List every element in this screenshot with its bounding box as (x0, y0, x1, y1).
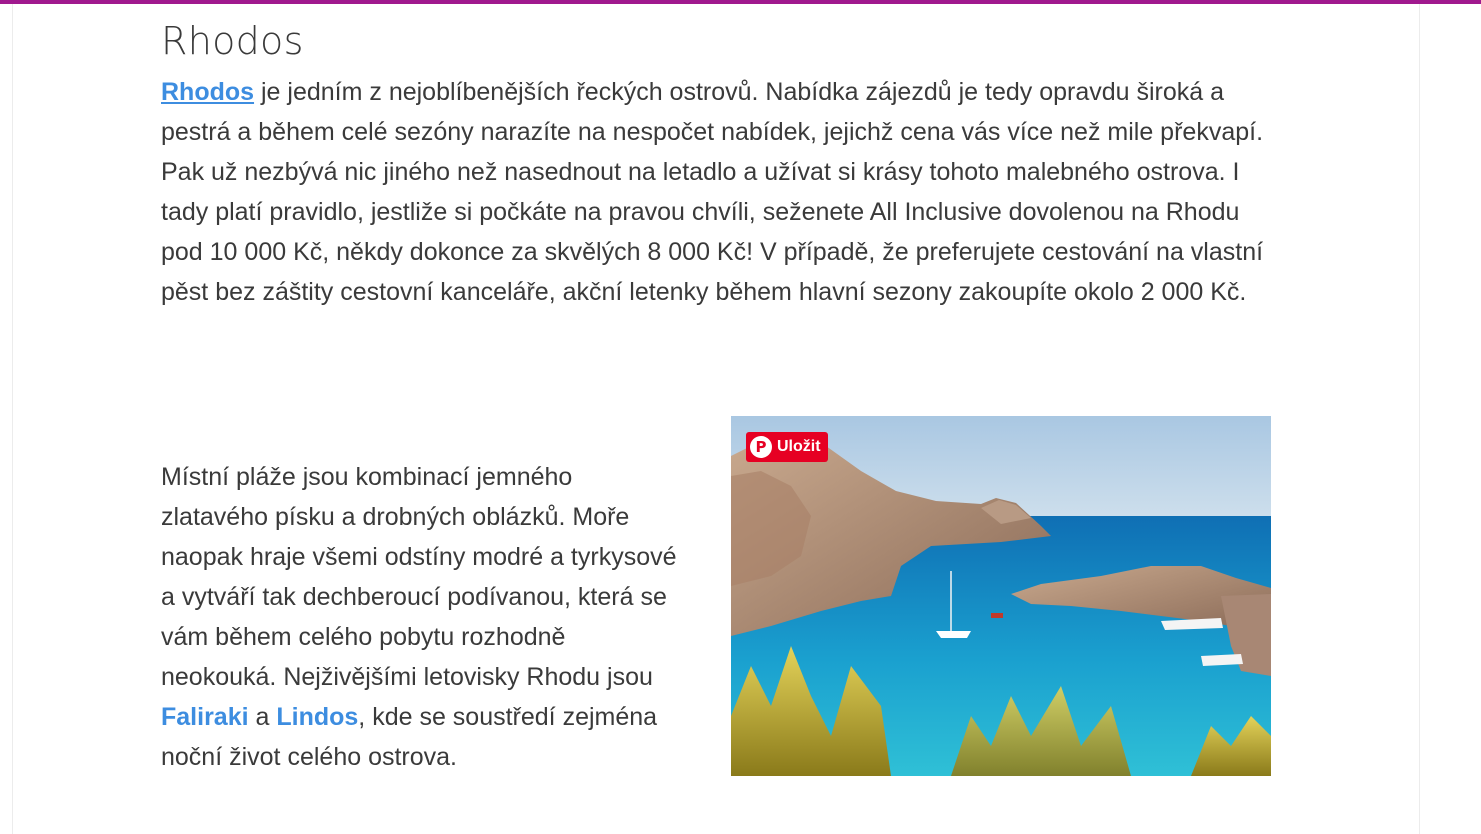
intro-text: je jedním z nejoblíbenějších řeckých ostrovů. Nabídka zájezdů je tedy opravdu široká a pestrá a během celé sezóny narazíte na nespočet nabídek, jejichž cena vás více než mile překvapí. Pak už nezbývá nic jiného než nasednout na letadlo a užívat si krásy tohoto malebného ostrova. I tady platí pravidlo, jestliže si počkáte na pravou chvíli, seženete All Inclusive dovolenou na Rhodu pod 10 000 Kč, někdy dokonce za skvělých 8 000 Kč! V případě, že preferujete cestování na vlastní pěst bez záštity cestovní kanceláře, akční letenky během hlavní sezony zakoupíte okolo 2 000 Kč. (161, 78, 1264, 306)
pinterest-save-button[interactable] (746, 432, 828, 462)
bay-illustration (731, 416, 1271, 776)
faliraki-link[interactable]: Faliraki (161, 703, 249, 731)
beaches-connector: a (248, 703, 277, 731)
content-frame-left-border (12, 4, 13, 834)
pinterest-icon: P (750, 436, 772, 458)
content-frame-right-border (1419, 4, 1420, 834)
top-accent-bar (0, 0, 1481, 4)
beaches-text-end: , kde se soustředí zejména noční život celého ostrova. (161, 703, 658, 771)
beaches-text: Místní pláže jsou kombinací jemného zlatavého písku a drobných oblázků. Moře naopak hraje všemi odstíny modré a tyrkysové a vytváří tak dechberoucí podívanou, která se vám během celého pobytu rozhodně neokouká. Nejživějšími letovisky Rhodu jsou (161, 463, 677, 691)
lindos-link[interactable]: Lindos (276, 703, 359, 731)
section-heading: Rhodos (161, 19, 304, 63)
rhodos-link[interactable]: Rhodos (161, 78, 255, 106)
pinterest-save-label: Uložit (777, 438, 821, 455)
beaches-paragraph (161, 457, 681, 777)
intro-paragraph (161, 72, 1271, 312)
rhodes-bay-photo (731, 416, 1271, 776)
